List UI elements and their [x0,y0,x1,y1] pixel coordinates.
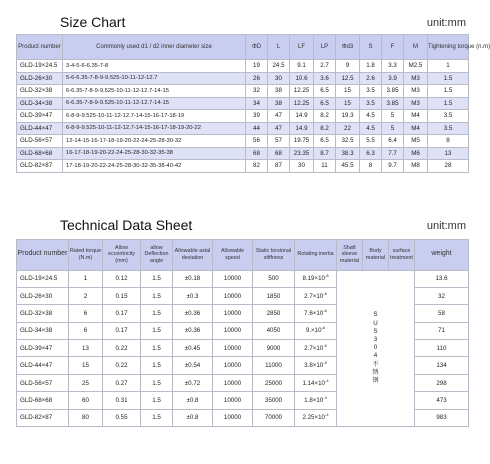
size-chart-col-header: Tightening torque (n.m) [428,35,469,60]
size-chart-row [17,85,469,98]
size-chart-cell-d3: 12.5 [336,72,360,85]
tech-sheet-cell-inertia [295,322,337,339]
material-char: S [373,311,378,319]
size-chart-col-header: Product number [17,35,63,60]
size-chart-cell-lf: 19.75 [290,135,314,148]
tech-sheet-cell-inertia [295,340,337,357]
size-chart-cell-d: 68 [246,147,268,160]
size-chart-cell-product: GLD-32×38 [17,85,63,98]
tech-sheet-cell-stiff: 2850 [253,305,295,322]
size-chart-cell-t: 1 [428,60,469,73]
tech-sheet-cell-product: GLD-68×68 [17,392,69,409]
tech-sheet-cell-speed: 10000 [213,287,253,304]
size-chart-cell-s: 4.5 [360,110,382,123]
size-chart-cell-lf: 14.9 [290,122,314,135]
tech-sheet-cell-ecc: 0.55 [103,409,141,426]
inertia-base: 3.8×10 [304,362,324,370]
inertia-exponent: -4 [324,377,329,383]
size-chart-cell-dims: 12-14-15-16-17-18-19-20-22-24-25-28-30-32 [63,135,246,148]
tech-sheet-cell-weight: 134 [415,357,469,374]
tech-sheet-col-header: Rated torque (N.m) [69,239,103,270]
tech-sheet-cell-ecc: 0.22 [103,357,141,374]
tech-sheet-col-header: Shaft sleeve material [337,239,363,270]
size-chart-cell-dims: 6-6.35-7-8-9-9.525-10-11-12-12.7-14-15 [63,97,246,110]
size-chart-cell-dims: 6-8-9-9.525-10-11-12-12.7-14-15-16-17-18-19-20-22 [63,122,246,135]
tech-sheet-cell-weight: 473 [415,392,469,409]
tech-sheet-cell-angle: 1.5 [141,409,173,426]
size-chart-cell-f: 7.7 [382,147,404,160]
size-chart-cell-dims: 16-17-18-19-20-22-24-25-28-30-32-35-38 [63,147,246,160]
tech-sheet-cell-product: GLD-26×30 [17,287,69,304]
material-char: S [373,327,378,335]
size-chart-col-header: Φd3 [336,35,360,60]
tech-sheet-cell-product: GLD-44×47 [17,357,69,374]
size-chart-cell-s: 2.6 [360,72,382,85]
size-chart-cell-dims: 17-18-19-20-22-24-25-28-30-32-35-38-40-42 [63,160,246,173]
size-chart-cell-m: M2.5 [404,60,428,73]
size-chart-cell-l: 38 [268,97,290,110]
size-chart-cell-m: M5 [404,135,428,148]
size-chart-cell-dims: 6-6.35-7-8-9-9.525-10-11-12-12.7-14-15 [63,85,246,98]
tech-sheet-col-header: weight [415,239,469,270]
size-chart-cell-product: GLD-56×57 [17,135,63,148]
tech-sheet-cell-angle: 1.5 [141,392,173,409]
tech-sheet-cell-speed: 10000 [213,409,253,426]
tech-sheet-row [17,270,469,287]
size-chart-cell-dims: 5-6-6.35-7-8-9-9.525-10-11-12-12.7 [63,72,246,85]
tech-sheet-cell-torque: 2 [69,287,103,304]
size-chart-cell-t: 1.5 [428,85,469,98]
material-char: 0 [373,344,378,352]
size-chart-cell-l: 47 [268,110,290,123]
size-chart-cell-product: GLD-39×47 [17,110,63,123]
inertia-base: 2.7×10 [304,344,324,352]
tech-sheet-cell-speed: 10000 [213,374,253,391]
size-chart-header-row [17,35,469,60]
tech-sheet-cell-axial: ±0.72 [173,374,213,391]
size-chart-cell-d: 39 [246,110,268,123]
size-chart-row [17,135,469,148]
size-chart-cell-s: 1.8 [360,60,382,73]
size-chart-cell-lp: 8.2 [314,122,336,135]
tech-sheet-table [16,239,469,428]
tech-sheet-cell-stiff: 35000 [253,392,295,409]
tech-sheet-cell-ecc: 0.12 [103,270,141,287]
tech-sheet-cell-weight: 298 [415,374,469,391]
tech-sheet-cell-torque: 25 [69,374,103,391]
size-chart-cell-t: 28 [428,160,469,173]
tech-sheet-cell-speed: 10000 [213,305,253,322]
size-chart-cell-m: M8 [404,160,428,173]
size-chart-cell-f: 6.4 [382,135,404,148]
size-chart-row [17,97,469,110]
tech-sheet-title: Technical Data Sheet [60,216,193,233]
size-chart-cell-l: 38 [268,85,290,98]
tech-sheet-cell-angle: 1.5 [141,340,173,357]
tech-sheet-cell-torque: 1 [69,270,103,287]
size-chart-cell-d3: 32.5 [336,135,360,148]
tech-sheet-cell-speed: 10000 [213,270,253,287]
size-chart-col-header: L [268,35,290,60]
tech-sheet-cell-weight: 13.6 [415,270,469,287]
tech-sheet-cell-stiff: 9000 [253,340,295,357]
tech-sheet-col-header: Allow eccentricity (mm) [103,239,141,270]
size-chart-cell-d: 32 [246,85,268,98]
size-chart-cell-d: 82 [246,160,268,173]
tech-sheet-col-header: Allowable speed [213,239,253,270]
size-chart-cell-product: GLD-34×38 [17,97,63,110]
inertia-exponent: -4 [324,412,329,418]
size-chart-cell-product: GLD-82×87 [17,160,63,173]
tech-sheet-cell-axial: ±0.3 [173,287,213,304]
size-chart-cell-t: 1.5 [428,72,469,85]
size-chart-cell-l: 47 [268,122,290,135]
size-chart-cell-d3: 15 [336,97,360,110]
inertia-base: 1.14×10 [302,379,325,387]
tech-sheet-section [0,173,480,428]
tech-sheet-col-header: Allowable axial deviation [173,239,213,270]
tech-sheet-cell-stiff: 25000 [253,374,295,391]
size-chart-cell-m: M3 [404,85,428,98]
size-chart-row [17,72,469,85]
size-chart-header [0,8,480,34]
size-chart-cell-d3: 45.5 [336,160,360,173]
tech-sheet-cell-stiff: 70000 [253,409,295,426]
size-chart-cell-dims: 6-8-9-9.525-10-11-12-12.7-14-15-16-17-18-19 [63,110,246,123]
size-chart-col-header: F [382,35,404,60]
size-chart-cell-t: 3.5 [428,110,469,123]
tech-sheet-cell-ecc: 0.22 [103,340,141,357]
tech-sheet-cell-torque: 80 [69,409,103,426]
size-chart-cell-lf: 12.25 [290,97,314,110]
tech-sheet-cell-angle: 1.5 [141,322,173,339]
size-chart-cell-lp: 3.6 [314,72,336,85]
size-chart-body [17,60,469,173]
tech-sheet-cell-axial: ±0.18 [173,270,213,287]
inertia-exponent: -4 [323,394,327,400]
size-chart-cell-s: 5.5 [360,135,382,148]
size-chart-cell-l: 57 [268,135,290,148]
tech-sheet-cell-inertia [295,357,337,374]
size-chart-cell-m: M4 [404,110,428,123]
tech-sheet-cell-ecc: 0.17 [103,305,141,322]
size-chart-col-header: S [360,35,382,60]
tech-sheet-cell-stiff: 11000 [253,357,295,374]
size-chart-cell-lf: 30 [290,160,314,173]
tech-sheet-cell-angle: 1.5 [141,287,173,304]
inertia-base: 9.×10 [305,327,322,335]
tech-sheet-col-header: Static torsional stiffness [253,239,295,270]
tech-sheet-col-header: Body material [363,239,389,270]
size-chart-cell-s: 3.5 [360,97,382,110]
size-chart-cell-l: 24.5 [268,60,290,73]
size-chart-row [17,122,469,135]
size-chart-cell-f: 9.7 [382,160,404,173]
tech-sheet-cell-product: GLD-34×38 [17,322,69,339]
size-chart-cell-lf: 12.25 [290,85,314,98]
tech-sheet-cell-speed: 10000 [213,357,253,374]
size-chart-cell-lf: 23.35 [290,147,314,160]
size-chart-cell-lf: 9.1 [290,60,314,73]
size-chart-cell-d3: 19.3 [336,110,360,123]
tech-sheet-cell-inertia [295,287,337,304]
size-chart-cell-t: 8 [428,135,469,148]
size-chart-cell-d: 19 [246,60,268,73]
size-chart-cell-product: GLD-44×47 [17,122,63,135]
tech-sheet-cell-weight: 32 [415,287,469,304]
size-chart-cell-d: 26 [246,72,268,85]
material-char: 不 [372,360,379,368]
size-chart-cell-dims: 3-4-5-6-6.35-7-8 [63,60,246,73]
inertia-exponent: -6 [323,342,327,348]
size-chart-cell-m: M3 [404,72,428,85]
tech-sheet-cell-inertia [295,305,337,322]
size-chart-cell-t: 3.5 [428,122,469,135]
tech-sheet-cell-ecc: 0.17 [103,322,141,339]
tech-sheet-cell-product: GLD-82×87 [17,409,69,426]
tech-sheet-cell-ecc: 0.31 [103,392,141,409]
tech-sheet-cell-angle: 1.5 [141,374,173,391]
size-chart-cell-f: 3.3 [382,60,404,73]
tech-sheet-cell-torque: 60 [69,392,103,409]
tech-sheet-cell-speed: 10000 [213,392,253,409]
tech-sheet-cell-axial: ±0.54 [173,357,213,374]
tech-sheet-cell-inertia [295,374,337,391]
material-char: 3 [373,335,378,343]
tech-sheet-cell-torque: 6 [69,322,103,339]
inertia-base: 2.7×10 [304,292,324,300]
tech-sheet-col-header: surface treatment [389,239,415,270]
size-chart-col-header: ΦD [246,35,268,60]
size-chart-cell-l: 87 [268,160,290,173]
tech-sheet-cell-stiff: 500 [253,270,295,287]
size-chart-row [17,147,469,160]
tech-sheet-cell-stiff: 4050 [253,322,295,339]
size-chart-cell-s: 8 [360,160,382,173]
tech-sheet-cell-torque: 6 [69,305,103,322]
size-chart-col-header: Commonly used d1 / d2 inner diameter size [63,35,246,60]
tech-sheet-cell-axial: ±0.36 [173,305,213,322]
inertia-exponent: -6 [323,290,327,296]
size-chart-cell-l: 30 [268,72,290,85]
inertia-base: 7.6×10 [304,309,324,317]
tech-sheet-col-header: Rotating inertia [295,239,337,270]
size-chart-unit: unit:mm [426,17,466,29]
size-chart-col-header: M [404,35,428,60]
tech-sheet-cell-product: GLD-39×47 [17,340,69,357]
tech-sheet-cell-speed: 10000 [213,322,253,339]
size-chart-cell-f: 3.85 [382,97,404,110]
size-chart-cell-t: 1.5 [428,97,469,110]
tech-sheet-body [17,270,469,427]
size-chart-cell-f: 5 [382,110,404,123]
inertia-base: 8.19×10 [302,275,325,283]
size-chart-cell-m: M6 [404,147,428,160]
size-chart-cell-m: M4 [404,122,428,135]
tech-sheet-cell-product: GLD-32×38 [17,305,69,322]
inertia-exponent: -5 [323,360,327,366]
tech-sheet-cell-weight: 71 [415,322,469,339]
tech-sheet-cell-ecc: 0.15 [103,287,141,304]
size-chart-cell-lp: 11 [314,160,336,173]
tech-sheet-cell-inertia [295,409,337,426]
size-chart-cell-lf: 10.6 [290,72,314,85]
size-chart-section [0,0,490,173]
tech-sheet-cell-axial: ±0.36 [173,322,213,339]
size-chart-cell-lp: 2.7 [314,60,336,73]
material-char: 钢 [372,376,379,384]
size-chart-cell-f: 5 [382,122,404,135]
size-chart-cell-lp: 8.2 [314,110,336,123]
material-char: 锈 [372,368,379,376]
tech-sheet-cell-inertia [295,392,337,409]
tech-sheet-cell-angle: 1.5 [141,270,173,287]
tech-sheet-cell-angle: 1.5 [141,305,173,322]
size-chart-cell-lp: 8.7 [314,147,336,160]
size-chart-cell-d3: 15 [336,85,360,98]
size-chart-title: Size Chart [60,14,126,30]
size-chart-cell-m: M3 [404,97,428,110]
tech-sheet-header [0,213,480,239]
material-char: 4 [373,352,378,360]
size-chart-cell-s: 6.3 [360,147,382,160]
tech-sheet-cell-angle: 1.5 [141,357,173,374]
tech-sheet-header-row [17,239,469,270]
size-chart-cell-lp: 6.5 [314,85,336,98]
size-chart-col-header: LP [314,35,336,60]
inertia-exponent: -6 [321,325,326,331]
tech-sheet-cell-torque: 15 [69,357,103,374]
tech-sheet-cell-weight: 110 [415,340,469,357]
size-chart-row [17,160,469,173]
size-chart-cell-lp: 6.5 [314,97,336,110]
size-chart-cell-d: 34 [246,97,268,110]
size-chart-cell-t: 13 [428,147,469,160]
inertia-base: 1.8×10 [304,396,324,404]
tech-sheet-cell-weight: 983 [415,409,469,426]
size-chart-cell-lp: 6.5 [314,135,336,148]
size-chart-cell-s: 4.5 [360,122,382,135]
tech-sheet-cell-speed: 10000 [213,340,253,357]
tech-sheet-unit: unit:mm [426,219,466,232]
size-chart-cell-d3: 9 [336,60,360,73]
size-chart-cell-f: 3.9 [382,72,404,85]
material-cell [337,270,415,427]
size-chart-row [17,60,469,73]
tech-sheet-col-header: allow Deflection angle [141,239,173,270]
tech-sheet-col-header: Product number [17,239,69,270]
size-chart-table [16,34,490,173]
inertia-exponent: -8 [324,273,329,279]
tech-sheet-cell-product: GLD-56×57 [17,374,69,391]
tech-sheet-cell-stiff: 1850 [253,287,295,304]
inertia-exponent: -6 [323,307,327,313]
tech-sheet-cell-weight: 58 [415,305,469,322]
tech-sheet-cell-inertia [295,270,337,287]
size-chart-cell-l: 68 [268,147,290,160]
tech-sheet-cell-torque: 13 [69,340,103,357]
tech-sheet-cell-axial: ±0.8 [173,392,213,409]
size-chart-col-header: LF [290,35,314,60]
material-char: U [373,319,378,327]
tech-sheet-cell-product: GLD-19×24.5 [17,270,69,287]
tech-sheet-cell-axial: ±0.8 [173,409,213,426]
size-chart-cell-d: 44 [246,122,268,135]
tech-sheet-cell-axial: ±0.45 [173,340,213,357]
size-chart-cell-lf: 14.9 [290,110,314,123]
size-chart-cell-s: 3.5 [360,85,382,98]
size-chart-cell-d: 56 [246,135,268,148]
size-chart-cell-f: 3.85 [382,85,404,98]
size-chart-cell-product: GLD-19×24.5 [17,60,63,73]
size-chart-cell-product: GLD-68×68 [17,147,63,160]
size-chart-cell-d3: 22 [336,122,360,135]
size-chart-cell-d3: 38.3 [336,147,360,160]
inertia-base: 2.25×10 [302,414,325,422]
size-chart-cell-product: GLD-26×30 [17,72,63,85]
size-chart-row [17,110,469,123]
tech-sheet-cell-ecc: 0.27 [103,374,141,391]
